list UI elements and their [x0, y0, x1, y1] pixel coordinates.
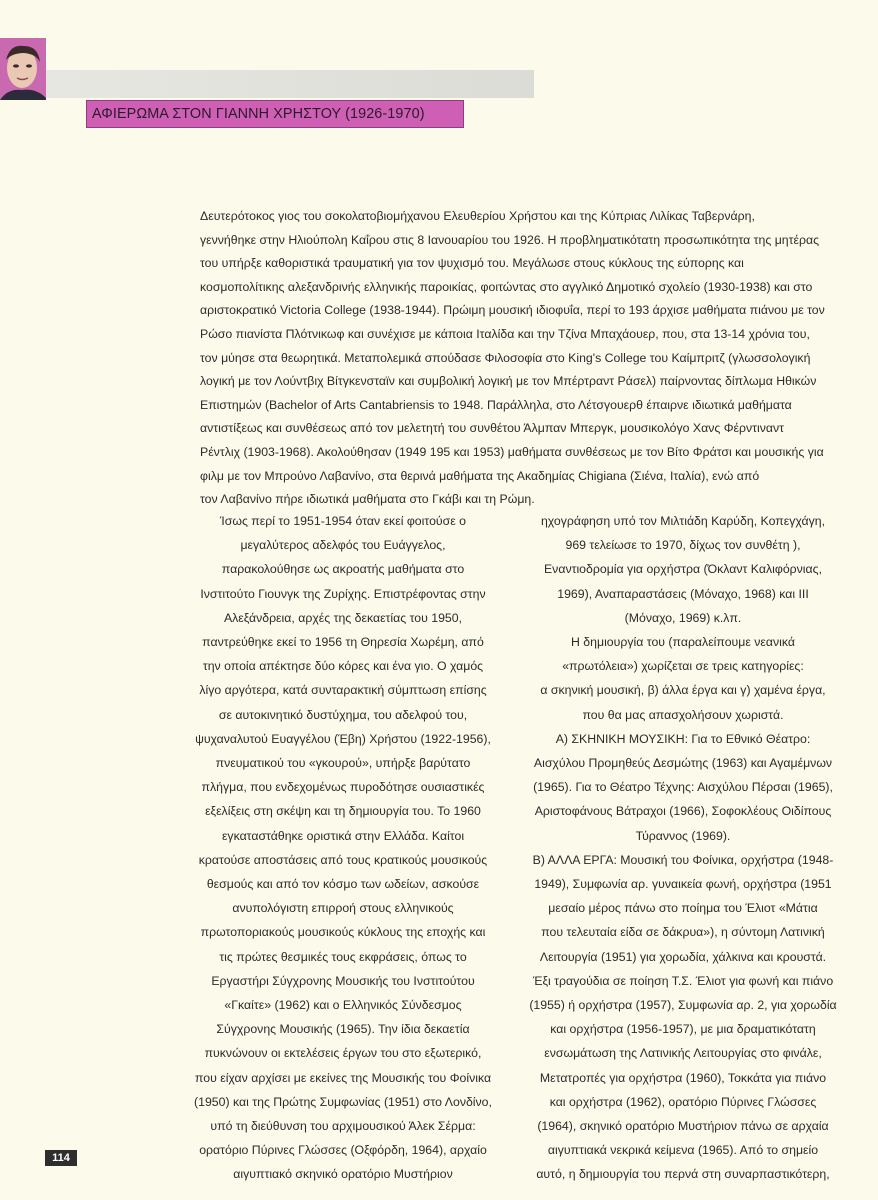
right-column-line: ενσωμάτωση της Λατινικής Λειτουργίας στο φινάλε,	[544, 1046, 822, 1061]
left-text-column	[173, 509, 513, 1187]
right-column-line: 1969), Αναπαραστάσεις (Μόναχο, 1968) και ΙΙΙ	[557, 586, 809, 601]
right-column-line: «πρωτόλεια») χωρίζεται σε τρεις κατηγορίες:	[562, 659, 804, 674]
left-column-line: Αλεξάνδρεια, αρχές της δεκαετίας του 1950,	[223, 610, 463, 625]
section-title: ΑΦΙΕΡΩΜΑ ΣΤΟΝ ΓΙΑΝΝΗ ΧΡΗΣΤΟΥ (1926-1970)	[92, 106, 425, 122]
right-column-line: Αριστοφάνους Βάτραχοι (1966), Σοφοκλέους Οιδίπους	[534, 804, 832, 819]
right-column-line: που θα μας απασχολήσουν χωριστά.	[582, 707, 784, 722]
right-column-line: αυτό, η δημιουργία του περνά στη συναρπαστικότερη,	[536, 1167, 830, 1182]
bio-line: του υπήρξε καθοριστικά τραυματική για τον ψυχισμό του. Μεγάλωσε στους κύκλους της εύπορης και	[200, 256, 744, 271]
left-column-line: ανυπολόγιστη επιρροή στους ελληνικούς	[232, 901, 454, 916]
left-column-line: πρωτοποριακούς μουσικούς κύκλους της εποχής και	[200, 925, 486, 940]
bio-line: τον μύησε στα θεωρητικά. Μεταπολεμικά σπούδασε Φιλοσοφία στο King's College του Καίμπριτζ (γλωσσολογική	[200, 350, 811, 365]
bio-line: αντιστίξεως και συνθέσεως από τον μελετητή του συνθέτου Άλμπαν Μπεργκ, μουσικολόγο Χανς Φέρντιναντ	[200, 421, 785, 436]
left-column-line: Εργαστήρι Σύγχρονης Μουσικής του Ινστιτούτου	[211, 973, 475, 988]
section-title-box	[86, 100, 464, 128]
left-column-line: υπό τη διεύθυνση του αρχιμουσικού Άλεκ Σέρμα:	[210, 1119, 476, 1134]
left-column-line: Ινστιτούτο Γιουνγκ της Ζυρίχης. Επιστρέφοντας στην	[200, 586, 486, 601]
right-column-line: μεσαίο μέρος πάνω στο ποίημα του Έλιοτ «Μάτια	[548, 901, 818, 916]
bio-line: Δευτερότοκος γιος του σοκολατοβιομήχανου Ελευθερίου Χρήστου και της Κύπριας Λιλίκας Ταβερνάρη,	[200, 209, 755, 223]
left-column-line: ψυχαναλυτού Ευαγγέλου (Έβη) Χρήστου (1922-1956),	[195, 731, 491, 746]
header-gray-band	[46, 70, 534, 98]
right-column-line: (1964), σκηνικό ορατόριο Μυστήριον πάνω σε αρχαία	[537, 1119, 829, 1134]
page-number: 114	[45, 1150, 77, 1166]
left-column-line: μεγαλύτερος αδελφός του Ευάγγελος,	[240, 538, 446, 553]
bio-line: φιλμ με τον Μπρούνο Λαβανίνο, στα θερινά μαθήματα της Ακαδημίας Chigiana (Σιένα, Ιταλία), ενώ από	[200, 468, 760, 483]
right-column-line: Εναντιοδρομία για ορχήστρα (Όκλαντ Καλιφόρνιας,	[543, 562, 822, 577]
left-column-line: θεσμούς και από τον κόσμο των ωδείων, ασκούσε	[206, 877, 480, 892]
right-column-line: Τύραννος (1969).	[635, 828, 731, 843]
left-column-line: πλήγμα, που ενδεχομένως πυροδότησε ουσιαστικές	[201, 780, 485, 795]
bio-line: Ρέντλιχ (1903-1968). Ακολούθησαν (1949 195 και 1953) μαθήματα συνθέσεως με τον Βίτο Φράτσι και μουσικής για	[200, 444, 824, 459]
right-column-line: Β) ΑΛΛΑ ΕΡΓΑ: Μουσική του Φοίνικα, ορχήστρα (1948-	[532, 852, 834, 867]
left-column-line: αιγυπτιακό σκηνικό ορατόριο Μυστήριον	[233, 1167, 453, 1182]
right-column-line: ηχογράφηση υπό τον Μιλτιάδη Καρύδη, Κοπεγχάγη,	[540, 514, 826, 528]
left-column-line: την οποία απέκτησε δύο κόρες και ένα γιο. Ο χαμός	[202, 659, 484, 674]
right-column-line: 1949), Συμφωνία αρ. γυναικεία φωνή, ορχήστρα (1951	[534, 877, 832, 892]
left-column-line: εξελίξεις στη σκέψη και τη δημιουργία του. Το 1960	[205, 804, 481, 819]
left-column-line: πνευματικού του «γκουρού», υπήρξε βαρύτατο	[215, 756, 471, 771]
bio-line: λογική με τον Λούντβιχ Βίτγκενσταϊν και συμβολική λογική με τον Μπέρτραντ Ράσελ) παίρνοντας δίπλωμα Ηθικών	[200, 374, 817, 389]
left-column-line: που είχαν αρχίσει με εκείνες της Μουσικής του Φοίνικα	[194, 1070, 492, 1085]
right-column-line: α σκηνική μουσική, β) άλλα έργα και γ) χαμένα έργα,	[540, 683, 826, 698]
right-column-line: (Μόναχο, 1969) κ.λπ.	[624, 610, 742, 625]
bio-line: τον Λαβανίνο πήρε ιδιωτικά μαθήματα στο Γκάβι και τη Ρώμη.	[200, 492, 535, 507]
left-column-line: «Γκαίτε» (1962) και ο Ελληνικός Σύνδεσμος	[224, 998, 462, 1013]
bio-line: κοσμοπολίτικης αλεξανδρινής ελληνικής παροικίας, φοιτώντας στο αγγλικό Δημοτικό σχολείο (1930-1938) και στο	[200, 279, 813, 294]
right-column-line: Έξι τραγούδια σε ποίηση Τ.Σ. Έλιοτ για φωνή και πιάνο	[532, 973, 834, 988]
left-column-line: Ίσως περί το 1951-1954 όταν εκεί φοιτούσε ο	[220, 514, 466, 528]
right-column-line: αιγυπτιακά νεκρικά κείμενα (1965). Από το σημείο	[547, 1143, 819, 1158]
left-column-line: Σύγχρονης Μουσικής (1965). Την ίδια δεκαετία	[216, 1022, 470, 1037]
left-column-line: τις πρώτες θεσμικές τους εκφράσεις, όπως το	[219, 949, 467, 964]
left-column-line: εγκαταστάθηκε οριστικά στην Ελλάδα. Καίτοι	[221, 828, 465, 843]
right-column-line: 969 τελείωσε το 1970, δίχως τον συνθέτη ),	[565, 538, 801, 553]
left-column-line: (1950) και της Πρώτης Συμφωνίας (1951) στο Λονδίνο,	[194, 1094, 492, 1109]
right-column-line: και ορχήστρα (1962), ορατόριο Πύρινες Γλώσσες	[549, 1094, 817, 1109]
bio-line: αριστοκρατικό Victoria College (1938-1944). Πρώιμη μουσική ιδιοφυΐα, περί το 193 άρχισε μαθήματα πιάνου με τον	[200, 303, 825, 318]
left-column-line: σε αυτοκινητικό δυστύχημα, του αδελφού του,	[218, 707, 468, 722]
bio-paragraph	[200, 205, 825, 512]
left-column-line: παρακολούθησε ως ακροατής μαθήματα στο	[221, 562, 465, 577]
bio-line: Ρώσο πιανίστα Πλότνικωφ και συνέχισε με κάποια Ιταλίδα και την Τζίνα Μπαχάουερ, που, στα 13-14 χρόνια του,	[200, 326, 810, 341]
right-column-line: Λειτουργία (1951) για χορωδία, χάλκινα και κρουστά.	[539, 949, 827, 964]
right-column-line: Μετατροπές για ορχήστρα (1960), Τοκκάτα για πιάνο	[539, 1070, 827, 1085]
right-column-line: Α) ΣΚΗΝΙΚΗ ΜΟΥΣΙΚΗ: Για το Εθνικό Θέατρο:	[555, 731, 811, 746]
right-text-column	[528, 509, 878, 1187]
right-column-line: Αισχύλου Προμηθεύς Δεσμώτης (1963) και Αγαμέμνων	[533, 756, 833, 771]
left-column-line: παντρεύθηκε εκεί το 1956 τη Θηρεσία Χωρέμη, από	[202, 635, 484, 650]
bio-line: Επιστημών (Bachelor of Arts Cantabriensis το 1948. Παράλληλα, στο Λέτσγουερθ έπαιρνε ιδιωτικά μαθήματα	[200, 397, 792, 412]
right-column-line: (1955) ή ορχήστρα (1957), Συμφωνία αρ. 2, για χορωδία	[529, 998, 837, 1013]
left-column-line: ορατόριο Πύρινες Γλώσσες (Οξφόρδη, 1964), αρχαίο	[199, 1143, 487, 1158]
bio-line: γεννήθηκε στην Ηλιούπολη Καΐρου στις 8 Ιανουαρίου του 1926. Η προβληματικότατη προσωπικότητα της μητέρας	[200, 232, 820, 247]
right-column-line: Η δημιουργία του (παραλείπουμε νεανικά	[571, 635, 795, 650]
right-column-line: που τελευταία είδα σε δάκρυα»), η σύντομη Λατινική	[541, 925, 825, 940]
left-column-line: κρατούσε αποστάσεις από τους κρατικούς μουσικούς	[198, 852, 488, 867]
right-column-line: και ορχήστρα (1956-1957), με μια δραματικότατη	[550, 1022, 816, 1037]
author-portrait-photo	[0, 38, 46, 100]
right-column-line: (1965). Για το Θέατρο Τέχνης: Αισχύλου Πέρσαι (1965),	[533, 780, 833, 795]
left-column-line: πυκνώνουν οι εκτελέσεις έργων του στο εξωτερικό,	[204, 1046, 482, 1061]
left-column-line: λίγο αργότερα, κατά συνταρακτική σύμπτωση επίσης	[199, 683, 487, 698]
portrait-image	[0, 38, 46, 100]
